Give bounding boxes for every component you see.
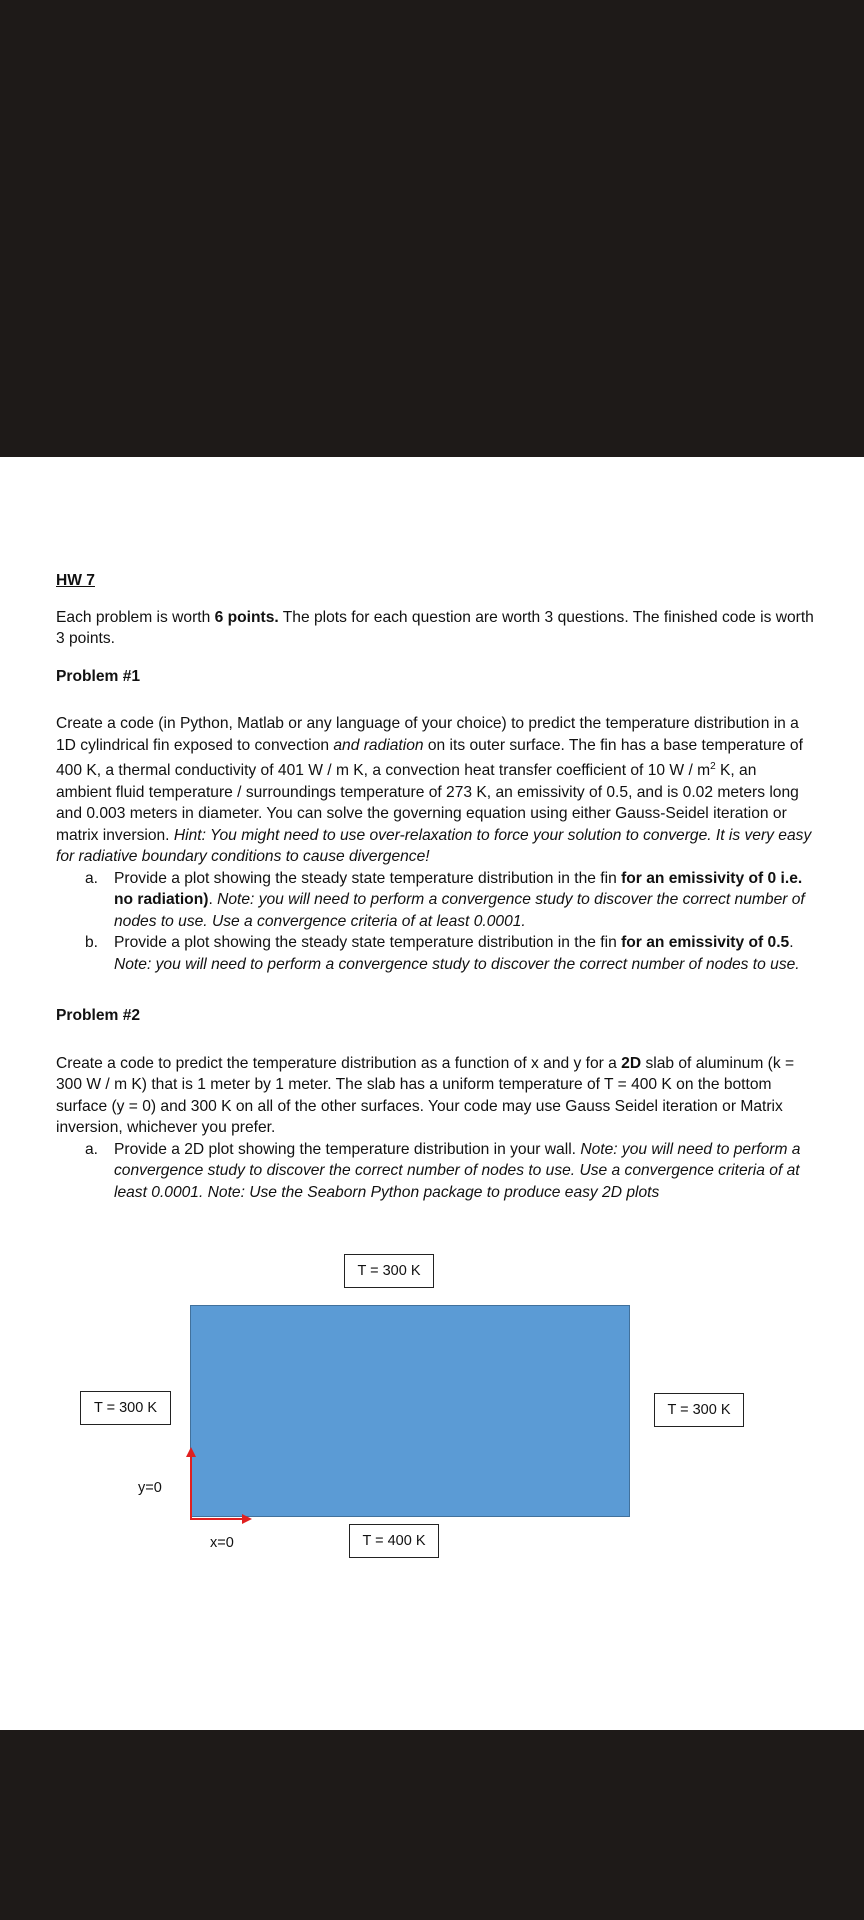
top-boundary-label: T = 300 K xyxy=(344,1254,434,1288)
problem1-heading: Problem #1 xyxy=(56,667,141,685)
intro-bold: 6 points. xyxy=(214,608,279,626)
item-text: Provide a plot showing the steady state temperature distribution in the fin xyxy=(114,934,622,952)
problem1-italic: and radiation xyxy=(333,736,424,754)
list-item xyxy=(56,932,814,975)
list-marker: a. xyxy=(85,869,99,887)
bottom-boundary-label: T = 400 K xyxy=(349,1524,439,1558)
problem1-list xyxy=(56,868,814,976)
problem1-text: K, an ambient fluid temperature / surroundings temperature of 273 K, an emissivity of 0.5, and is 0.02 meters long and 0.003 meters in diameter. You can solve the governing equation using either Gauss-Seidel iteration or matrix inversion. xyxy=(56,762,799,844)
x-origin-label: x=0 xyxy=(210,1535,234,1551)
document-page xyxy=(0,457,864,1730)
problem2-text: Create a code to predict the temperature distribution as a function of x and y for a xyxy=(56,1054,622,1072)
y-axis-arrowhead xyxy=(186,1447,196,1457)
problem2-bold: 2D xyxy=(621,1054,642,1072)
x-axis-arrowhead xyxy=(242,1514,252,1524)
item-text: Provide a 2D plot showing the temperature distribution in your wall. xyxy=(114,1140,581,1158)
item-note: Note: you will need to perform a convergence study to discover the correct number of nodes to use. Use a convergence criteria of at least 0.0001. Note: Use the Seaborn Python package to produce easy 2D plots xyxy=(114,1140,801,1201)
intro-text: Each problem is worth xyxy=(56,608,215,626)
list-marker: a. xyxy=(85,1140,99,1158)
y-origin-label: y=0 xyxy=(138,1480,162,1496)
list-item xyxy=(56,1139,814,1204)
item-bold: for an emissivity of 0.5 xyxy=(621,934,790,952)
left-boundary-label: T = 300 K xyxy=(80,1391,171,1425)
intro-paragraph xyxy=(56,607,814,650)
problem1-hint: Hint: You might need to use over-relaxation to force your solution to converge. It is very easy for radiative boundary conditions to cause divergence! xyxy=(56,826,812,866)
problem1-text: Create a code (in Python, Matlab or any language of your choice) to predict the temperature distribution in a 1D cylindrical fin exposed to convection xyxy=(56,715,799,754)
document-content xyxy=(56,570,814,1203)
problem2-heading: Problem #2 xyxy=(56,1007,141,1025)
problem2-text: slab of aluminum (k = 300 W / m K) that is 1 meter by 1 meter. The slab has a uniform temperature of T = 400 K on the bottom surface (y = 0) and 300 K on all of the other surfaces. Your code may use Gauss Seidel iteration or Matrix inversion, whichever you prefer. xyxy=(56,1054,795,1137)
item-text: . xyxy=(789,934,794,952)
problem2-body xyxy=(56,1053,814,1139)
list-item xyxy=(56,868,814,933)
item-note: Note: you will need to perform a convergence study to discover the correct number of nodes to use. xyxy=(114,955,800,973)
right-boundary-label: T = 300 K xyxy=(654,1393,744,1427)
intro-text-end: The plots for each question are worth 3 questions. The finished code is worth 3 points. xyxy=(56,608,814,647)
problem1-body xyxy=(56,713,814,868)
item-note: Note: you will need to perform a convergence study to discover the correct number of nodes to use. Use a convergence criteria of at least 0.0001. xyxy=(114,891,805,930)
item-text: Provide a plot showing the steady state temperature distribution in the fin xyxy=(114,869,622,887)
item-text: . xyxy=(208,891,218,909)
problem1-text: on its outer surface. The fin has a base temperature of 400 K, a thermal conductivity of 401 W / m K, a convection heat transfer coefficient of 10 W / m xyxy=(56,736,803,780)
page-title: HW 7 xyxy=(56,572,95,589)
item-bold: for an emissivity of 0 i.e. no radiation) xyxy=(114,869,803,909)
superscript: 2 xyxy=(710,761,716,772)
aluminum-slab xyxy=(190,1305,630,1517)
list-marker: b. xyxy=(85,934,99,952)
problem2-list xyxy=(56,1139,814,1204)
